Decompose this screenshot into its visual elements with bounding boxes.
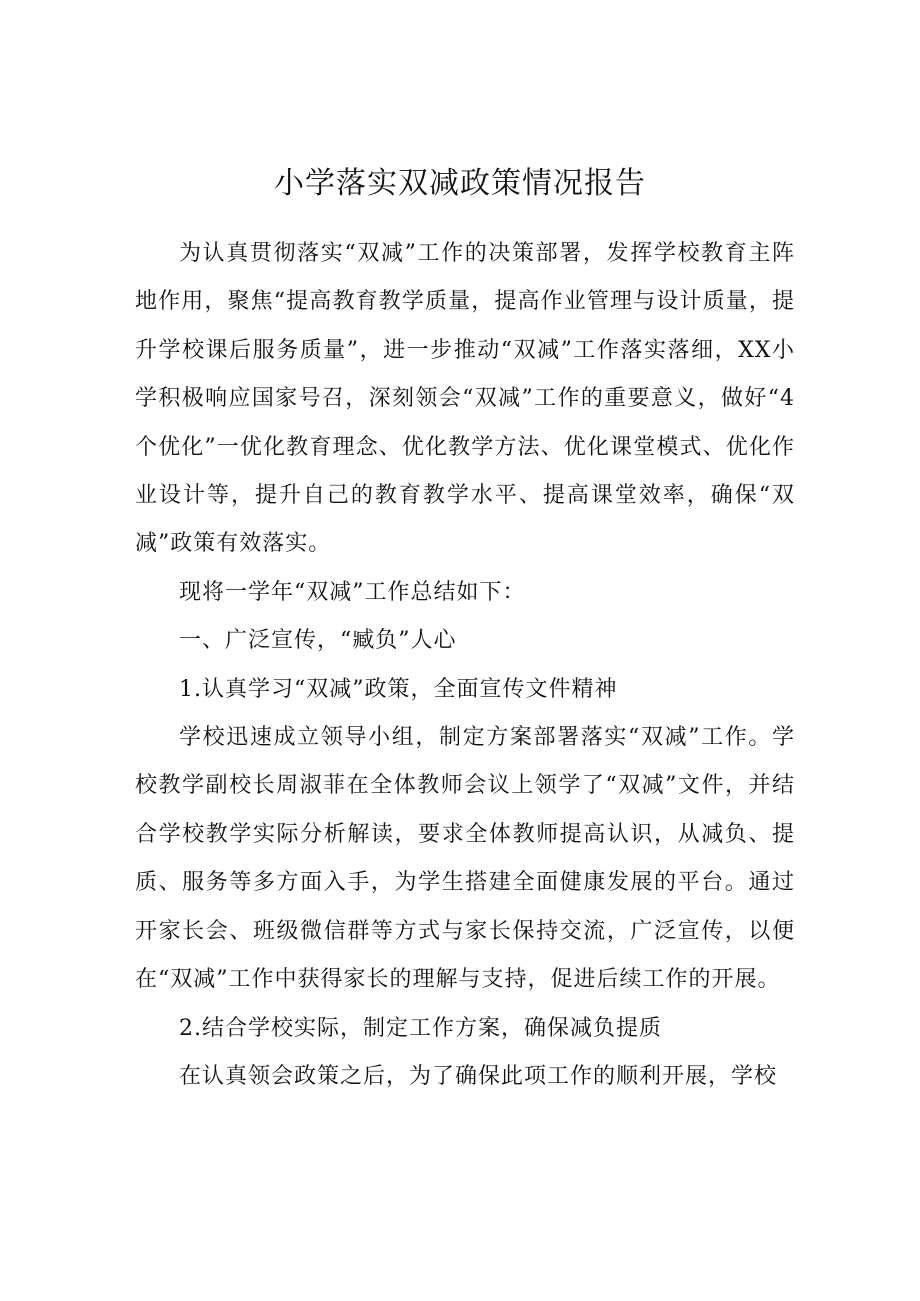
intro-paragraph: 为认真贯彻落实“双减”工作的决策部署，发挥学校教育主阵地作用，聚焦“提高教育教学质量，提高作业管理与设计质量，提升学校课后服务质量”，进一步推动“双减”工作落实落细，XX小学积极响应国家号召，深刻领会“双减”工作的重要意义，做好“4个优化”一优化教育理念、优化教学方法、优化课堂模式、优化作业设计等，提升自己的教育教学水平、提高课堂效率，确保“双减”政策有效落实。 <box>135 241 795 557</box>
section-heading-1: 一、广泛宣传，“臧负”人心 <box>179 628 457 654</box>
subsection-heading-2: 2.结合学校实际，制定工作方案，确保减负提质 <box>179 1015 662 1041</box>
subsection-heading-1: 1.认真学习“双减”政策，全面宣传文件精神 <box>179 676 618 702</box>
document-title: 小学落实双减政策情况报告 <box>274 166 646 201</box>
document-body <box>135 230 795 1101</box>
summary-intro-paragraph: 现将一学年“双减”工作总结如下： <box>179 579 526 605</box>
body-paragraph-2: 在认真领会政策之后，为了确保此项工作的顺利开展，学校 <box>179 1063 778 1089</box>
body-paragraph-1: 学校迅速成立领导小组，制定方案部署落实“双减”工作。学校教学副校长周淑菲在全体教师会议上领学了“双减”文件，并结合学校教学实际分析解读，要求全体教师提高认识，从减负、提质、服务等多方面入手，为学生搭建全面健康发展的平台。通过开家长会、班级微信群等方式与家长保持交流，广泛宣传，以便在“双减”工作中获得家长的理解与支持，促进后续工作的开展。 <box>135 725 795 993</box>
